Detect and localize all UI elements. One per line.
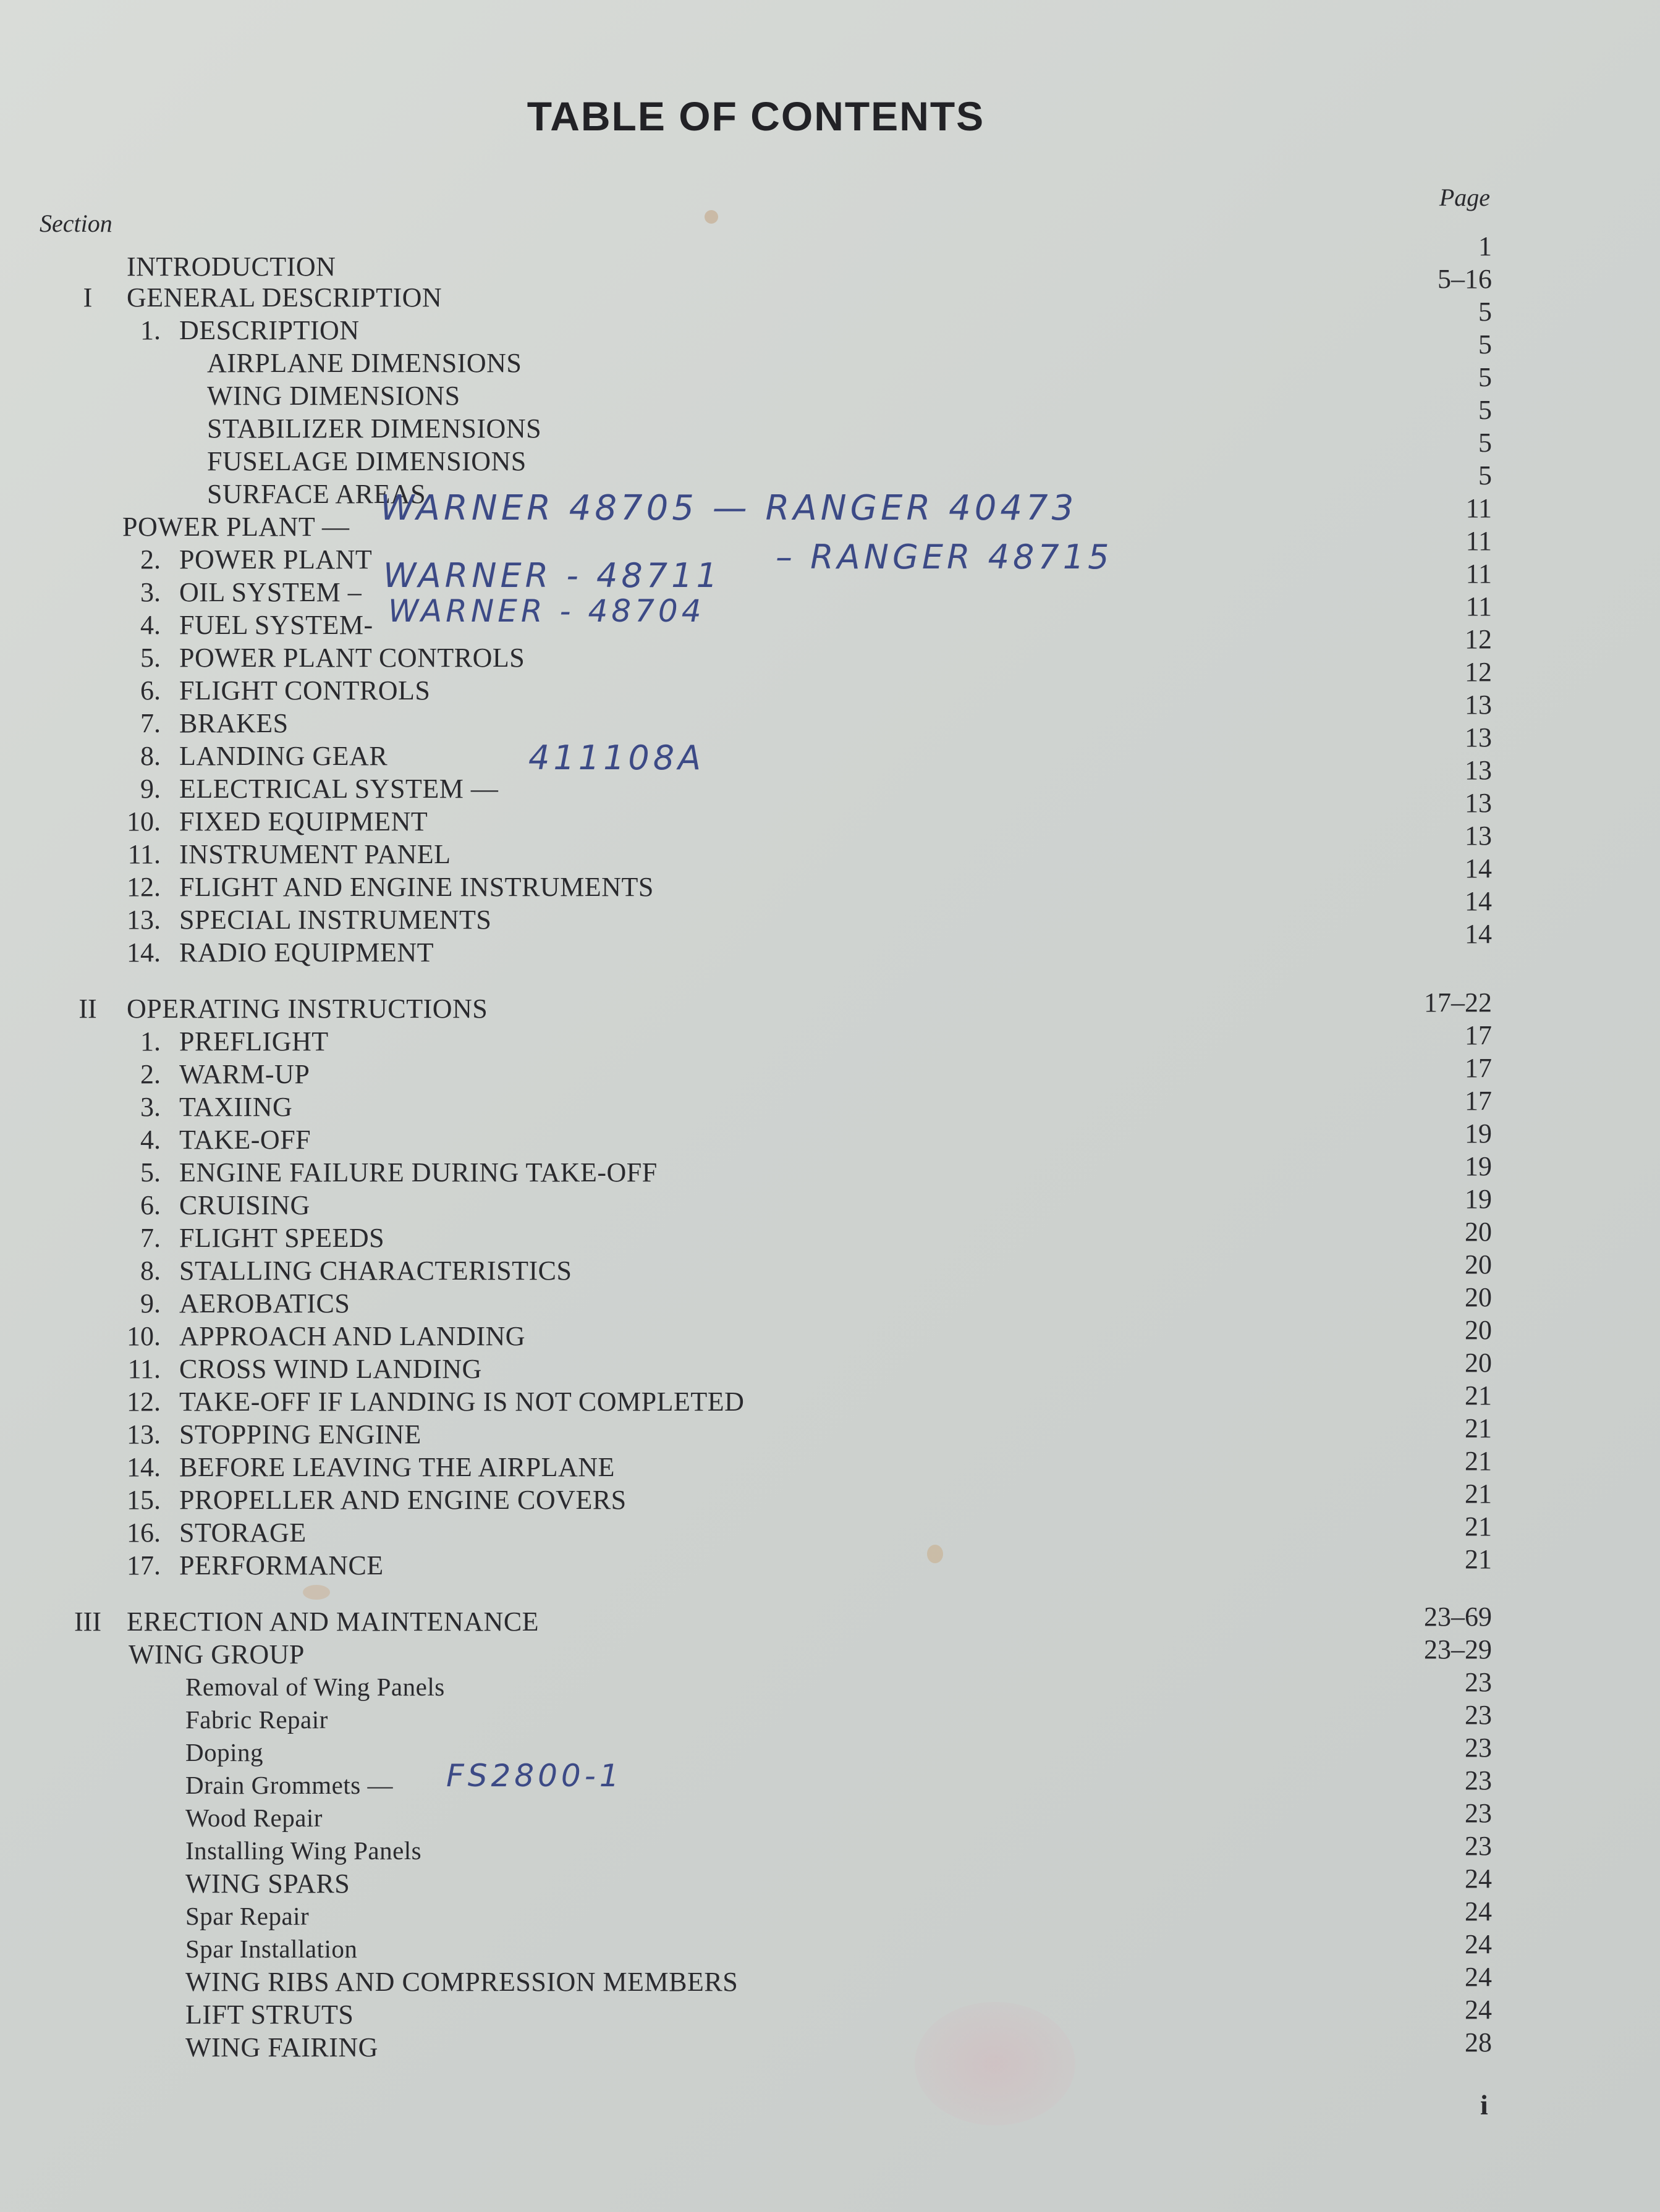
entry-page-number-row xyxy=(0,295,1660,328)
entry-title: Drain Grommets — xyxy=(185,1771,393,1799)
page-column-header: Page xyxy=(1439,184,1490,211)
entry-page-number: 1 xyxy=(1478,231,1492,261)
entry-number: 2. xyxy=(140,1059,161,1089)
entry-page-number-row xyxy=(0,1666,1660,1699)
entry-page-number: 13 xyxy=(1465,722,1492,753)
entry-title: OIL SYSTEM – xyxy=(179,577,362,607)
entry-page-number: 12 xyxy=(1465,624,1492,654)
entry-page-number-row xyxy=(0,1699,1660,1731)
entry-title: PREFLIGHT xyxy=(179,1026,329,1057)
entry-page-number-row xyxy=(0,1314,1660,1346)
entry-page-number: 24 xyxy=(1465,1864,1492,1894)
entry-number: 14. xyxy=(127,1452,161,1482)
entry-number: 6. xyxy=(140,675,161,706)
entry-page-number: 11 xyxy=(1465,591,1492,622)
entry-page-number: 23–69 xyxy=(1424,1602,1492,1632)
entry-page-number: 5 xyxy=(1478,329,1492,360)
entry-title: ENGINE FAILURE DURING TAKE-OFF xyxy=(179,1157,658,1188)
entry-page-number-row xyxy=(0,1281,1660,1314)
entry-page-number: 23 xyxy=(1465,1798,1492,1828)
entry-title: FLIGHT AND ENGINE INSTRUMENTS xyxy=(179,872,654,902)
entry-title: FIXED EQUIPMENT xyxy=(179,806,428,837)
entry-page-number: 19 xyxy=(1465,1184,1492,1214)
entry-page-number-row xyxy=(0,1346,1660,1379)
entry-page-number-row xyxy=(0,1797,1660,1830)
entry-title: FUSELAGE DIMENSIONS xyxy=(207,446,527,476)
entry-title: TAKE-OFF IF LANDING IS NOT COMPLETED xyxy=(179,1387,745,1417)
entry-page-number-row xyxy=(0,918,1660,950)
entry-page-number-row xyxy=(0,394,1660,426)
entry-page-number: 17 xyxy=(1465,1053,1492,1083)
entry-number: 5. xyxy=(140,1157,161,1188)
entry-title: WING RIBS AND COMPRESSION MEMBERS xyxy=(185,1967,739,1997)
entry-title: WARM-UP xyxy=(179,1059,310,1089)
entry-page-number: 19 xyxy=(1465,1118,1492,1149)
entry-page-number-row xyxy=(0,986,1660,1019)
entry-title: Removal of Wing Panels xyxy=(185,1673,445,1701)
entry-number: 15. xyxy=(127,1485,161,1515)
entry-page-number: 5 xyxy=(1478,297,1492,327)
entry-title: CROSS WIND LANDING xyxy=(179,1354,482,1384)
entry-page-number-row xyxy=(0,263,1660,295)
entry-page-number-row xyxy=(0,1052,1660,1084)
entry-title: POWER PLANT xyxy=(179,544,373,575)
entry-title: AIRPLANE DIMENSIONS xyxy=(207,348,522,378)
entry-number: 1. xyxy=(140,1026,161,1057)
entry-title: POWER PLANT — xyxy=(122,512,350,542)
entry-page-number: 17 xyxy=(1465,1020,1492,1050)
entry-number: 14. xyxy=(127,937,161,968)
entry-page-number-row xyxy=(0,1764,1660,1797)
entry-number: 7. xyxy=(140,708,161,738)
entry-page-number-row xyxy=(0,1895,1660,1928)
entry-page-number: 5 xyxy=(1478,362,1492,392)
entry-page-number-row xyxy=(0,1731,1660,1764)
entry-page-number: 21 xyxy=(1465,1511,1492,1542)
entry-title: WING GROUP xyxy=(129,1639,305,1670)
entry-page-number-row xyxy=(0,426,1660,459)
entry-page-number: 21 xyxy=(1465,1446,1492,1476)
entry-title: Installing Wing Panels xyxy=(185,1836,422,1865)
entry-page-number-row xyxy=(0,819,1660,852)
entry-page-number: 13 xyxy=(1465,755,1492,785)
entry-page-number: 23 xyxy=(1465,1831,1492,1861)
entry-page-number-row xyxy=(0,623,1660,656)
entry-page-number-row xyxy=(0,1150,1660,1183)
page-title: TABLE OF CONTENTS xyxy=(527,93,985,139)
entry-title: OPERATING INSTRUCTIONS xyxy=(127,994,488,1024)
entry-title: INSTRUMENT PANEL xyxy=(179,839,451,869)
page-folio: i xyxy=(1480,2089,1488,2121)
entry-title: SPECIAL INSTRUMENTS xyxy=(179,905,492,935)
entry-number: 12. xyxy=(127,872,161,902)
entry-title: PERFORMANCE xyxy=(179,1550,384,1581)
entry-page-number-row xyxy=(0,1928,1660,1961)
section-roman-numeral: I xyxy=(83,282,93,313)
entry-number: 11. xyxy=(127,839,161,869)
entry-page-number: 28 xyxy=(1465,2027,1492,2058)
entry-title: WING SPARS xyxy=(185,1868,350,1899)
entry-page-number: 19 xyxy=(1465,1151,1492,1181)
entry-page-number: 5 xyxy=(1478,460,1492,491)
entry-page-number-row xyxy=(0,688,1660,721)
entry-page-number: 24 xyxy=(1465,1929,1492,1959)
entry-page-number-row xyxy=(0,1117,1660,1150)
entry-title: SURFACE AREAS xyxy=(207,479,426,509)
entry-title: POWER PLANT CONTROLS xyxy=(179,643,525,673)
entry-number: 16. xyxy=(127,1518,161,1548)
entry-page-number-row xyxy=(0,1862,1660,1895)
entry-title: DESCRIPTION xyxy=(179,315,360,345)
entry-page-number: 14 xyxy=(1465,853,1492,884)
entry-page-number: 13 xyxy=(1465,788,1492,818)
entry-page-number-row xyxy=(0,459,1660,492)
entry-page-number: 20 xyxy=(1465,1315,1492,1345)
entry-title: Fabric Repair xyxy=(185,1705,328,1734)
handwritten-note: FS2800-1 xyxy=(446,1758,623,1794)
entry-page-number: 21 xyxy=(1465,1380,1492,1411)
entry-page-number-row xyxy=(0,1248,1660,1281)
entry-title: Doping xyxy=(185,1738,263,1767)
entry-page-number: 24 xyxy=(1465,1995,1492,2025)
handwritten-note: WARNER - 48704 xyxy=(388,593,705,629)
entry-page-number-row xyxy=(0,1633,1660,1666)
entry-title: CRUISING xyxy=(179,1190,310,1220)
entry-number: 17. xyxy=(127,1550,161,1581)
entry-title: TAXIING xyxy=(179,1092,293,1122)
entry-page-number-row xyxy=(0,1830,1660,1862)
entry-page-number: 5 xyxy=(1478,428,1492,458)
entry-page-number: 13 xyxy=(1465,690,1492,720)
entry-number: 13. xyxy=(127,905,161,935)
entry-number: 9. xyxy=(140,774,161,804)
entry-number: 5. xyxy=(140,643,161,673)
entry-title: INTRODUCTION xyxy=(127,251,336,282)
entry-page-number-row xyxy=(0,721,1660,754)
entry-page-number-row xyxy=(0,1961,1660,1993)
entry-page-number-row xyxy=(0,787,1660,819)
entry-page-number: 12 xyxy=(1465,657,1492,687)
entry-page-number-row xyxy=(0,1477,1660,1510)
entry-title: AEROBATICS xyxy=(179,1288,350,1319)
entry-title: APPROACH AND LANDING xyxy=(179,1321,526,1351)
entry-page-number-row xyxy=(0,1019,1660,1052)
entry-title: WING DIMENSIONS xyxy=(207,381,460,411)
entry-title: LIFT STRUTS xyxy=(185,1999,354,2030)
entry-title: ELECTRICAL SYSTEM — xyxy=(179,774,499,804)
entry-number: 9. xyxy=(140,1288,161,1319)
handwritten-note: WARNER - 48711 xyxy=(383,556,721,595)
entry-page-number: 21 xyxy=(1465,1544,1492,1574)
entry-page-number: 21 xyxy=(1465,1413,1492,1443)
entry-title: LANDING GEAR xyxy=(179,741,388,771)
entry-page-number-row xyxy=(0,1445,1660,1477)
entry-page-number-row xyxy=(0,656,1660,688)
entry-page-number: 23 xyxy=(1465,1765,1492,1796)
entry-number: 10. xyxy=(127,806,161,837)
entry-number: 11. xyxy=(127,1354,161,1384)
entry-title: STORAGE xyxy=(179,1518,307,1548)
entry-title: Spar Repair xyxy=(185,1902,310,1930)
entry-title: Wood Repair xyxy=(185,1804,323,1832)
entry-number: 2. xyxy=(140,544,161,575)
entry-title: FLIGHT SPEEDS xyxy=(179,1223,385,1253)
entry-page-number-row xyxy=(0,1183,1660,1215)
entry-page-number: 17 xyxy=(1465,1086,1492,1116)
entry-number: 4. xyxy=(140,610,161,640)
entry-page-number: 20 xyxy=(1465,1249,1492,1280)
entry-title: ERECTION AND MAINTENANCE xyxy=(127,1606,540,1637)
entry-number: 1. xyxy=(140,315,161,345)
entry-title: GENERAL DESCRIPTION xyxy=(127,282,443,313)
entry-page-number-row xyxy=(0,230,1660,263)
entry-page-number: 11 xyxy=(1465,526,1492,556)
entry-number: 4. xyxy=(140,1125,161,1155)
entry-page-number: 11 xyxy=(1465,559,1492,589)
entry-page-number: 23 xyxy=(1465,1667,1492,1697)
entry-page-number-row xyxy=(0,1993,1660,2026)
entry-number: 13. xyxy=(127,1419,161,1450)
entry-page-number: 23 xyxy=(1465,1733,1492,1763)
entry-page-number: 20 xyxy=(1465,1217,1492,1247)
entry-page-number: 24 xyxy=(1465,1896,1492,1927)
entry-number: 3. xyxy=(140,577,161,607)
entry-page-number-row xyxy=(0,1379,1660,1412)
entry-number: 10. xyxy=(127,1321,161,1351)
handwritten-note: – RANGER 48715 xyxy=(776,538,1113,576)
entry-page-number-row xyxy=(0,885,1660,918)
handwritten-note: WARNER 48705 — RANGER 40473 xyxy=(380,488,1078,528)
entry-title: FUEL SYSTEM- xyxy=(179,610,373,640)
section-roman-numeral: III xyxy=(74,1606,101,1637)
entry-title: TAKE-OFF xyxy=(179,1125,311,1155)
entry-number: 3. xyxy=(140,1092,161,1122)
section-column-header: Section xyxy=(40,209,112,237)
entry-title: Spar Installation xyxy=(185,1935,358,1963)
entry-page-number: 24 xyxy=(1465,1962,1492,1992)
entry-title: RADIO EQUIPMENT xyxy=(179,937,434,968)
section-roman-numeral: II xyxy=(78,994,97,1024)
entry-page-number: 20 xyxy=(1465,1282,1492,1312)
entry-page-number-row xyxy=(0,1600,1660,1633)
entry-page-number-row xyxy=(0,2026,1660,2059)
entry-title: BRAKES xyxy=(179,708,289,738)
entry-page-number-row xyxy=(0,852,1660,885)
entry-title: STABILIZER DIMENSIONS xyxy=(207,413,542,444)
entry-page-number-row xyxy=(0,1412,1660,1445)
entry-page-number: 14 xyxy=(1465,919,1492,949)
entry-page-number-row xyxy=(0,361,1660,394)
entry-page-number: 11 xyxy=(1465,493,1492,523)
entry-page-number: 17–22 xyxy=(1424,987,1492,1018)
entry-page-number: 23–29 xyxy=(1424,1634,1492,1665)
entry-page-number-row xyxy=(0,1510,1660,1543)
entry-title: STOPPING ENGINE xyxy=(179,1419,421,1450)
entry-page-number-row xyxy=(0,328,1660,361)
entry-number: 7. xyxy=(140,1223,161,1253)
entry-title: STALLING CHARACTERISTICS xyxy=(179,1256,572,1286)
entry-page-number: 20 xyxy=(1465,1348,1492,1378)
entry-page-number: 21 xyxy=(1465,1479,1492,1509)
entry-page-number: 23 xyxy=(1465,1700,1492,1730)
entry-page-number-row xyxy=(0,754,1660,787)
entry-page-number: 13 xyxy=(1465,821,1492,851)
entry-title: FLIGHT CONTROLS xyxy=(179,675,431,706)
entry-page-number-row xyxy=(0,1543,1660,1576)
entry-page-number-row xyxy=(0,1215,1660,1248)
entry-number: 8. xyxy=(140,1256,161,1286)
entry-number: 6. xyxy=(140,1190,161,1220)
entry-title: BEFORE LEAVING THE AIRPLANE xyxy=(179,1452,615,1482)
entry-number: 8. xyxy=(140,741,161,771)
entry-page-number: 14 xyxy=(1465,886,1492,916)
entry-page-number-row xyxy=(0,1084,1660,1117)
entry-title: WING FAIRING xyxy=(185,2032,378,2062)
entry-number: 12. xyxy=(127,1387,161,1417)
entry-page-number-row xyxy=(0,590,1660,623)
entry-title: PROPELLER AND ENGINE COVERS xyxy=(179,1485,627,1515)
entry-page-number: 5 xyxy=(1478,395,1492,425)
handwritten-note: 411108A xyxy=(528,738,705,777)
entry-page-number: 5–16 xyxy=(1438,264,1492,294)
